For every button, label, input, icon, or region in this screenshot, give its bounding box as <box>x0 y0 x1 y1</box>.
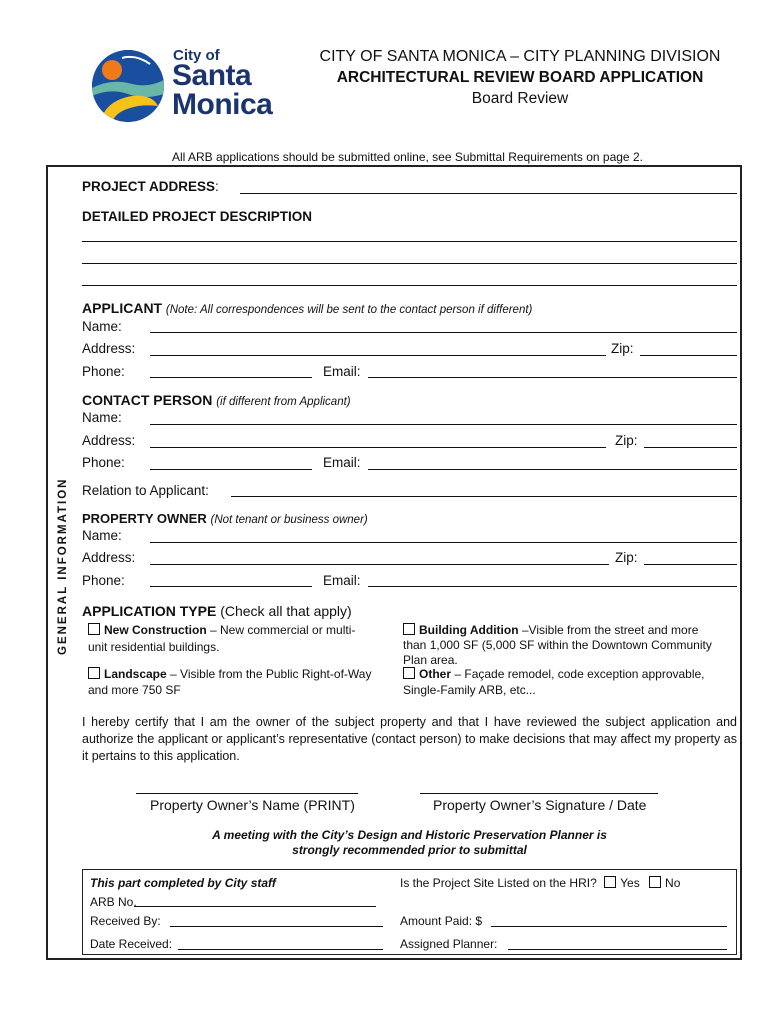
contact-phone-field[interactable] <box>150 455 312 470</box>
assigned-planner-field[interactable] <box>508 937 727 950</box>
applicant-address-field[interactable] <box>150 341 606 356</box>
city-logo-emblem <box>92 50 164 122</box>
landscape-desc-line2: and more 750 SF <box>88 683 181 697</box>
owner-signature-label: Property Owner’s Signature / Date <box>433 797 647 813</box>
contact-email-field[interactable] <box>368 455 737 470</box>
applicant-phone-field[interactable] <box>150 363 312 378</box>
arb-no-field[interactable] <box>134 894 376 907</box>
option-landscape: Landscape – Visible from the Public Right-of-Way <box>88 667 371 681</box>
owner-signature-line[interactable] <box>420 780 658 794</box>
applicant-phone-label: Phone: <box>82 364 125 379</box>
header-board-review: Board Review <box>471 90 569 107</box>
amount-paid-field[interactable] <box>491 914 727 927</box>
application-type-heading: APPLICATION TYPE (Check all that apply) <box>82 603 352 619</box>
amount-paid-label: Amount Paid: $ <box>400 914 483 928</box>
building-addition-desc-line3: Plan area. <box>403 653 458 667</box>
applicant-name-label: Name: <box>82 319 122 334</box>
owner-phone-field[interactable] <box>150 572 312 587</box>
owner-name-label: Name: <box>82 528 122 543</box>
header-division: CITY OF SANTA MONICA – CITY PLANNING DIVISION <box>319 48 721 65</box>
project-description-line-1[interactable] <box>82 227 737 242</box>
date-received-label: Date Received: <box>90 937 173 951</box>
applicant-zip-label: Zip: <box>611 341 634 356</box>
contact-address-field[interactable] <box>150 433 606 448</box>
contact-phone-label: Phone: <box>82 455 125 470</box>
logo-text-city-of: City of <box>173 47 220 64</box>
received-by-label: Received By: <box>90 914 161 928</box>
city-staff-title: This part completed by City staff <box>90 876 276 890</box>
building-addition-checkbox[interactable] <box>403 623 415 635</box>
assigned-planner-label: Assigned Planner: <box>400 937 498 951</box>
owner-zip-label: Zip: <box>615 550 638 565</box>
owner-name-field[interactable] <box>150 528 737 543</box>
other-checkbox[interactable] <box>403 667 415 679</box>
hri-question: Is the Project Site Listed on the HRI? Yes No <box>400 876 681 890</box>
side-label-general-information: GENERAL INFORMATION <box>57 477 69 655</box>
contact-heading: CONTACT PERSON (if different from Applicant) <box>82 392 351 408</box>
arb-no-label: ARB No. <box>90 895 137 909</box>
meeting-recommendation: A meeting with the City’s Design and Historic Preservation Planner is strongly recommended prior to submittal <box>212 828 607 857</box>
owner-name-print-line[interactable] <box>136 780 358 794</box>
contact-zip-label: Zip: <box>615 433 638 448</box>
project-address-label: PROJECT ADDRESS: <box>82 179 219 194</box>
contact-name-field[interactable] <box>150 410 737 425</box>
logo-text-santa: Santa <box>172 59 252 92</box>
logo-text-monica: Monica <box>172 88 273 121</box>
submittal-notice: All ARB applications should be submitted online, see Submittal Requirements on page 2. <box>172 150 643 164</box>
contact-name-label: Name: <box>82 410 122 425</box>
header-application-title: ARCHITECTURAL REVIEW BOARD APPLICATION <box>336 69 704 86</box>
owner-zip-field[interactable] <box>644 550 737 565</box>
relation-label: Relation to Applicant: <box>82 483 209 498</box>
landscape-checkbox[interactable] <box>88 667 100 679</box>
applicant-email-label: Email: <box>323 364 361 379</box>
building-addition-desc-line2: than 1,000 SF (5,000 SF within the Downtown Community <box>403 638 712 652</box>
applicant-email-field[interactable] <box>368 363 737 378</box>
owner-email-label: Email: <box>323 573 361 588</box>
owner-name-print-label: Property Owner’s Name (PRINT) <box>150 797 355 813</box>
project-description-line-2[interactable] <box>82 249 737 264</box>
date-received-field[interactable] <box>178 937 383 950</box>
owner-email-field[interactable] <box>368 572 737 587</box>
hri-yes-checkbox[interactable] <box>604 876 616 888</box>
hri-no-checkbox[interactable] <box>649 876 661 888</box>
owner-address-field[interactable] <box>150 550 609 565</box>
owner-heading: PROPERTY OWNER (Not tenant or business owner) <box>82 511 368 526</box>
other-desc-line2: Single-Family ARB, etc... <box>403 683 536 697</box>
relation-field[interactable] <box>231 482 737 497</box>
contact-address-label: Address: <box>82 433 136 448</box>
new-construction-desc-line2: unit residential buildings. <box>88 640 220 654</box>
option-building-addition: Building Addition –Visible from the street and more <box>403 623 698 637</box>
applicant-address-label: Address: <box>82 341 136 356</box>
applicant-heading: APPLICANT (Note: All correspondences will be sent to the contact person if different) <box>82 300 533 316</box>
received-by-field[interactable] <box>170 914 383 927</box>
project-address-field[interactable] <box>240 179 737 194</box>
owner-phone-label: Phone: <box>82 573 125 588</box>
contact-zip-field[interactable] <box>644 433 737 448</box>
applicant-zip-field[interactable] <box>640 341 737 356</box>
contact-email-label: Email: <box>323 455 361 470</box>
new-construction-checkbox[interactable] <box>88 623 100 635</box>
option-new-construction: New Construction – New commercial or multi- <box>88 623 355 637</box>
applicant-name-field[interactable] <box>150 318 737 333</box>
owner-address-label: Address: <box>82 550 136 565</box>
project-description-line-3[interactable] <box>82 271 737 286</box>
project-description-label: DETAILED PROJECT DESCRIPTION <box>82 209 313 224</box>
certification-statement: I hereby certify that I am the owner of the subject property and that I have reviewed the subject application and authorize the applicant or applicant’s representative (contact person) to make decisions that may affect my property as it pertains to this application. <box>82 715 737 763</box>
logo-emblem-icon <box>92 50 164 122</box>
option-other: Other – Façade remodel, code exception approvable, <box>403 667 705 681</box>
